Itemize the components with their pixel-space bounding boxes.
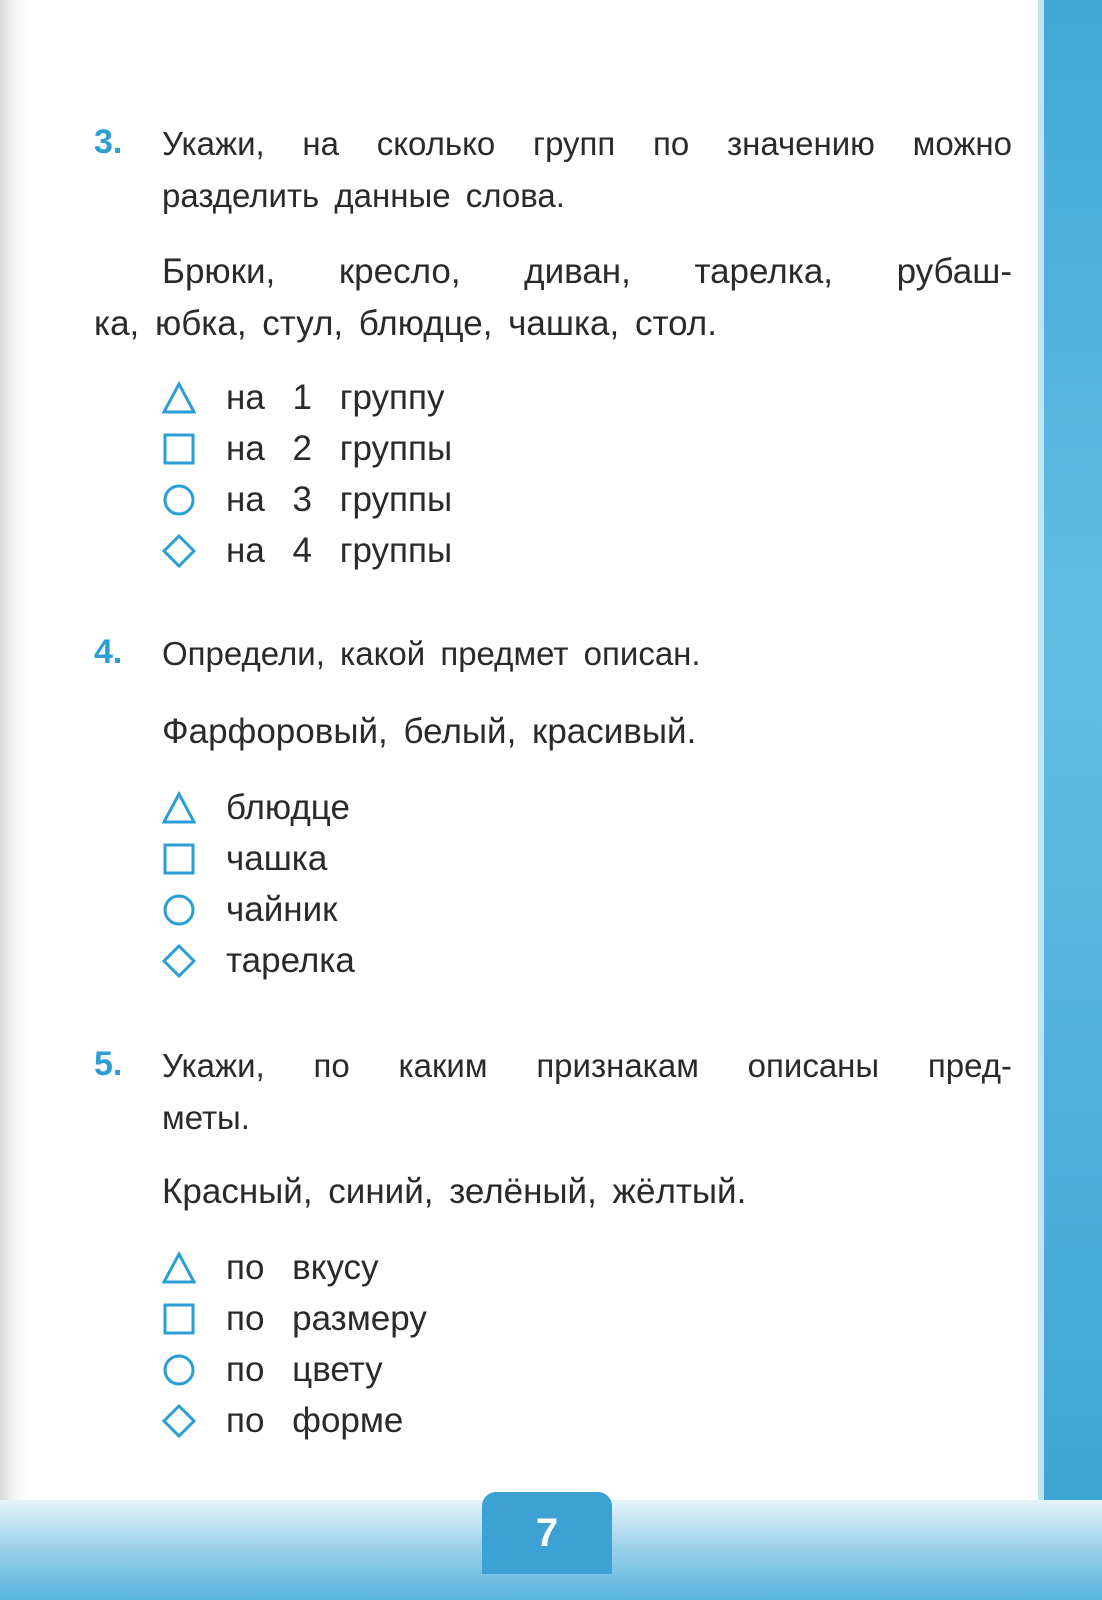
triangle-icon bbox=[162, 381, 196, 415]
option-label: по размеру bbox=[226, 1298, 427, 1338]
task-question-line-1: Укажи, по каким признакам описаны пред- bbox=[162, 1047, 1012, 1084]
option-label: блюдце bbox=[226, 787, 350, 827]
diamond-icon bbox=[162, 534, 196, 568]
circle-icon bbox=[162, 483, 196, 517]
task-question: Определи, какой предмет описан. bbox=[162, 635, 701, 672]
option-diamond[interactable] bbox=[162, 525, 452, 576]
decorative-side-strip bbox=[1038, 0, 1102, 1600]
answer-options bbox=[162, 1242, 427, 1446]
option-square[interactable] bbox=[162, 423, 452, 474]
option-triangle[interactable] bbox=[162, 782, 355, 833]
option-square[interactable] bbox=[162, 1293, 427, 1344]
square-icon bbox=[162, 1302, 196, 1336]
task-number: 3. bbox=[94, 123, 123, 161]
option-label: по вкусу bbox=[226, 1247, 379, 1287]
option-diamond[interactable] bbox=[162, 935, 355, 986]
option-label: на 1 группу bbox=[226, 377, 445, 417]
task-question: Укажи, на сколько групп по значению можно разделить данные слова. bbox=[162, 125, 1012, 214]
task-text-line-2: ка, юбка, стул, блюдце, чашка, стол. bbox=[94, 304, 717, 343]
task-text: Красный, синий, зелёный, жёлтый. bbox=[162, 1172, 747, 1211]
option-circle[interactable] bbox=[162, 884, 355, 935]
task-text: Фарфоровый, белый, красивый. bbox=[162, 712, 697, 751]
task-number: 5. bbox=[94, 1045, 123, 1083]
option-label: на 4 группы bbox=[226, 530, 453, 570]
option-label: на 3 группы bbox=[226, 479, 453, 519]
option-square[interactable] bbox=[162, 833, 355, 884]
option-label: чашка bbox=[226, 838, 328, 878]
triangle-icon bbox=[162, 1251, 196, 1285]
option-circle[interactable] bbox=[162, 474, 452, 525]
option-label: чайник bbox=[226, 889, 338, 929]
answer-options bbox=[162, 372, 452, 576]
task-question-line-2: меты. bbox=[162, 1099, 250, 1136]
diamond-icon bbox=[162, 1404, 196, 1438]
triangle-icon bbox=[162, 791, 196, 825]
option-diamond[interactable] bbox=[162, 1395, 427, 1446]
square-icon bbox=[162, 842, 196, 876]
page-number: 7 bbox=[482, 1492, 612, 1574]
task-number: 4. bbox=[94, 633, 123, 671]
diamond-icon bbox=[162, 944, 196, 978]
circle-icon bbox=[162, 893, 196, 927]
option-label: по форме bbox=[226, 1400, 404, 1440]
option-triangle[interactable] bbox=[162, 372, 452, 423]
option-label: по цвету bbox=[226, 1349, 383, 1389]
option-triangle[interactable] bbox=[162, 1242, 427, 1293]
circle-icon bbox=[162, 1353, 196, 1387]
answer-options bbox=[162, 782, 355, 986]
option-circle[interactable] bbox=[162, 1344, 427, 1395]
option-label: тарелка bbox=[226, 940, 355, 980]
square-icon bbox=[162, 432, 196, 466]
option-label: на 2 группы bbox=[226, 428, 453, 468]
task-text-line-1: Брюки, кресло, диван, тарелка, рубаш- bbox=[162, 252, 1012, 291]
